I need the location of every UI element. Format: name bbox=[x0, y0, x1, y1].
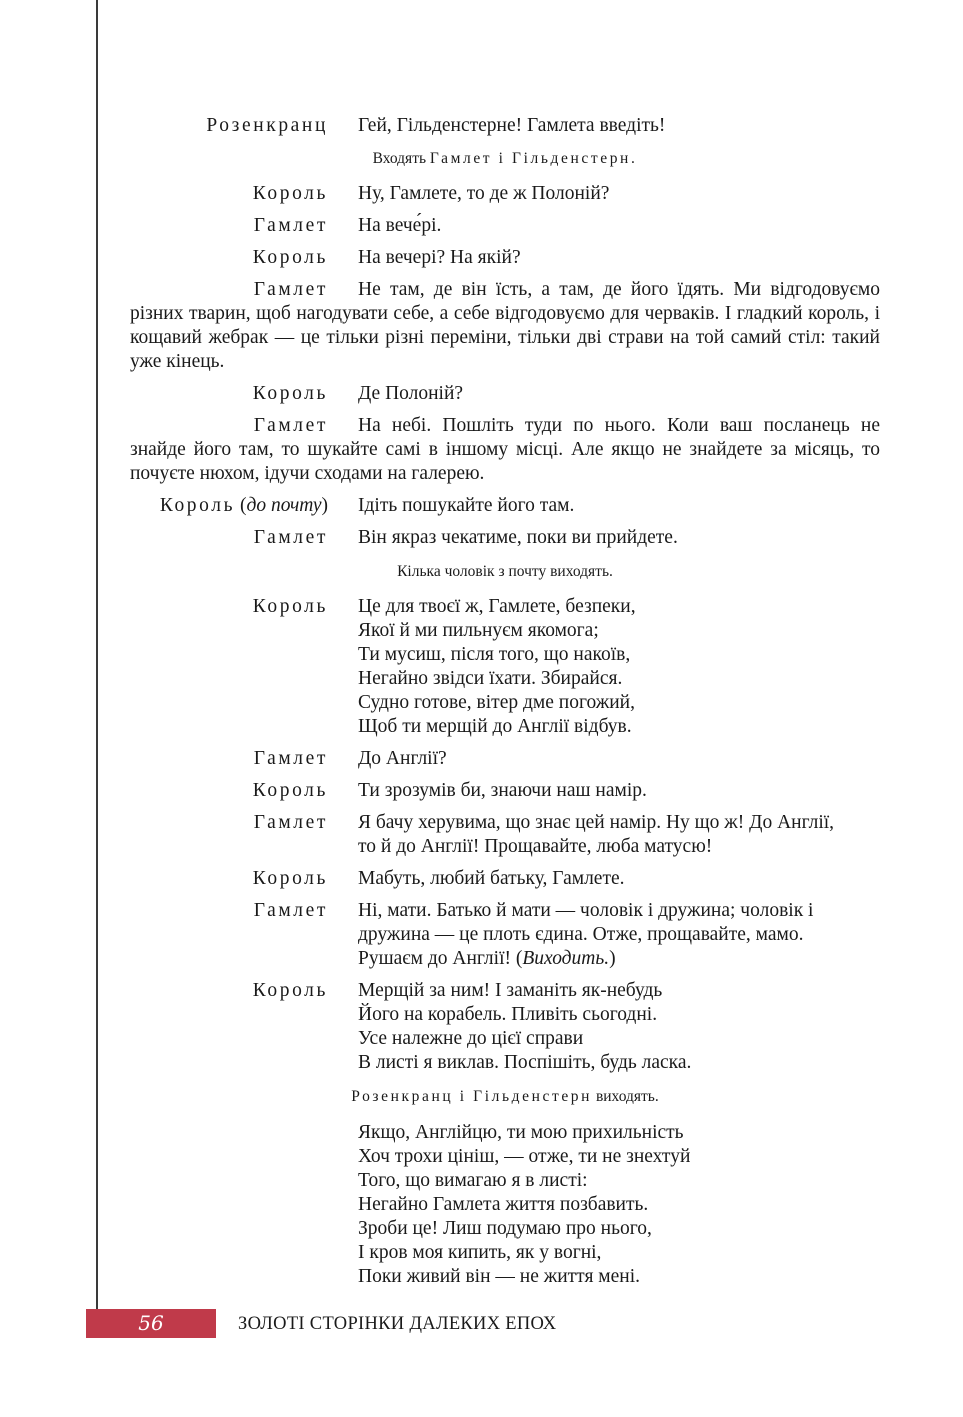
speaker-name: Король bbox=[252, 596, 328, 617]
verse-line: В листі я виклав. Поспішіть, будь ласка. bbox=[358, 1052, 692, 1073]
prose-speech: Не там, де він їсть, а там, де його їдять. Ми відгодовуємо різних тварин, щоб нагодувати себе, а себе відгодовуємо для черваків. І гладкий король, і кощавий жебрак — це тільки різні переміни, тільки дві страви на той самий стіл: такий уже кінець. bbox=[130, 279, 880, 372]
speaker-name: Гамлет bbox=[253, 279, 328, 300]
verse-line: Якої й ми пильнуєм якомога; bbox=[358, 620, 599, 641]
speaker-name: Король bbox=[252, 868, 328, 889]
verse-line: Мабуть, любий батьку, Гамлете. bbox=[358, 868, 625, 889]
speaker-name: Гамлет bbox=[253, 415, 328, 436]
verse-line: Його на корабель. Пливіть сьогодні. bbox=[358, 1004, 658, 1025]
speaker-with-aside: Король (до почту) bbox=[159, 495, 328, 516]
verse-line: Усе належне до цієї справи bbox=[358, 1028, 584, 1049]
verse-line: дружина — це плоть єдина. Отже, прощавайте, мамо. bbox=[358, 924, 804, 945]
stage-direction-text: виходять. bbox=[595, 1088, 659, 1105]
stage-direction-names: Гамлет і Гільденстерн. bbox=[429, 150, 638, 167]
verse-line: І кров моя кипить, як у вогні, bbox=[358, 1242, 602, 1263]
verse-line: Якщо, Англійцю, ти мою прихильність bbox=[358, 1122, 684, 1143]
margin-rule bbox=[96, 0, 98, 1318]
verse-line: Я бачу херувима, що знає цей намір. Ну що ж! До Англії, bbox=[358, 812, 835, 833]
dialogue-block bbox=[130, 278, 880, 374]
stage-direction-text: Входять bbox=[372, 150, 427, 167]
verse-line: До Англії? bbox=[358, 748, 447, 769]
speaker-name: Король bbox=[252, 383, 328, 404]
verse-line: Негайно Гамлета життя позбавить. bbox=[358, 1194, 649, 1215]
verse-line bbox=[358, 947, 880, 971]
verse-line: Ні, мати. Батько й мати — чоловік і дружина; чоловік і bbox=[358, 900, 814, 921]
speaker-name: Розенкранц bbox=[206, 115, 328, 136]
running-footer-title: ЗОЛОТІ СТОРІНКИ ДАЛЕКИХ ЕПОХ bbox=[238, 1314, 557, 1334]
verse-line: На вече́рі. bbox=[358, 215, 442, 236]
speaker-name: Гамлет bbox=[253, 812, 328, 833]
stage-aside: до почту bbox=[246, 495, 322, 516]
speaker-name: Король bbox=[252, 183, 328, 204]
verse-line: Ти зрозумів би, знаючи наш намір. bbox=[358, 780, 647, 801]
speaker-name: Гамлет bbox=[253, 215, 328, 236]
verse-line: Хоч трохи цініш, — отже, ти не знехтуй bbox=[358, 1146, 691, 1167]
verse-line: Щоб ти мерщій до Англії відбув. bbox=[358, 716, 632, 737]
verse-line: Де Полоній? bbox=[358, 383, 464, 404]
verse-line: На вечері? На якій? bbox=[358, 247, 521, 268]
aside-close: ) bbox=[609, 948, 616, 969]
verse-line: Він якраз чекатиме, поки ви прийдете. bbox=[358, 527, 678, 548]
stage-aside: Виходить. bbox=[522, 948, 610, 969]
verse-line: Ти мусиш, після того, що накоїв, bbox=[358, 644, 631, 665]
speaker-name: Гамлет bbox=[253, 527, 328, 548]
verse-line: Судно готове, вітер дме погожий, bbox=[358, 692, 635, 713]
verse-line: Поки живий він — не життя мені. bbox=[358, 1266, 641, 1287]
verse-line: Ідіть пошукайте його там. bbox=[358, 495, 575, 516]
verse-line: Зроби це! Лиш подумаю про нього, bbox=[358, 1218, 652, 1239]
verse-line: Гей, Гільденстерне! Гамлета введіть! bbox=[358, 115, 666, 136]
speaker-name: Король bbox=[159, 495, 236, 516]
prose-speech: На небі. Пошліть туди по нього. Коли ваш посланець не знайде його там, то шукайте самі в іншому місці. Але якщо не знайдете за місяць, то почуєте нюхом, ідучи сходами на галерею. bbox=[130, 415, 880, 484]
verse-line: Це для твоєї ж, Гамлете, безпеки, bbox=[358, 596, 636, 617]
speaker-name: Король bbox=[252, 780, 328, 801]
verse-line: Негайно звідси їхати. Збирайся. bbox=[358, 668, 623, 689]
speaker-name: Король bbox=[252, 980, 328, 1001]
speaker-name: Король bbox=[252, 247, 328, 268]
speaker-name: Гамлет bbox=[253, 900, 328, 921]
stage-direction bbox=[130, 1087, 880, 1107]
verse-line: Того, що вимагаю я в листі: bbox=[358, 1170, 588, 1191]
dialogue-block bbox=[130, 414, 880, 486]
stage-direction bbox=[130, 149, 880, 169]
verse-line: Ну, Гамлете, то де ж Полоній? bbox=[358, 183, 610, 204]
stage-direction-text: Кілька чоловік з почту виходять. bbox=[397, 563, 613, 580]
verse-line: то й до Англії! Прощавайте, люба матусю! bbox=[358, 836, 713, 857]
stage-direction-names: Розенкранц і Гільденстерн bbox=[351, 1088, 593, 1105]
page-number: 56 bbox=[138, 1311, 164, 1335]
verse-line-text: Рушаєм до Англії! ( bbox=[358, 948, 523, 969]
stage-direction bbox=[130, 562, 880, 582]
verse-line: Мерщій за ним! І заманіть як-небудь bbox=[358, 980, 663, 1001]
speaker-name: Гамлет bbox=[253, 748, 328, 769]
